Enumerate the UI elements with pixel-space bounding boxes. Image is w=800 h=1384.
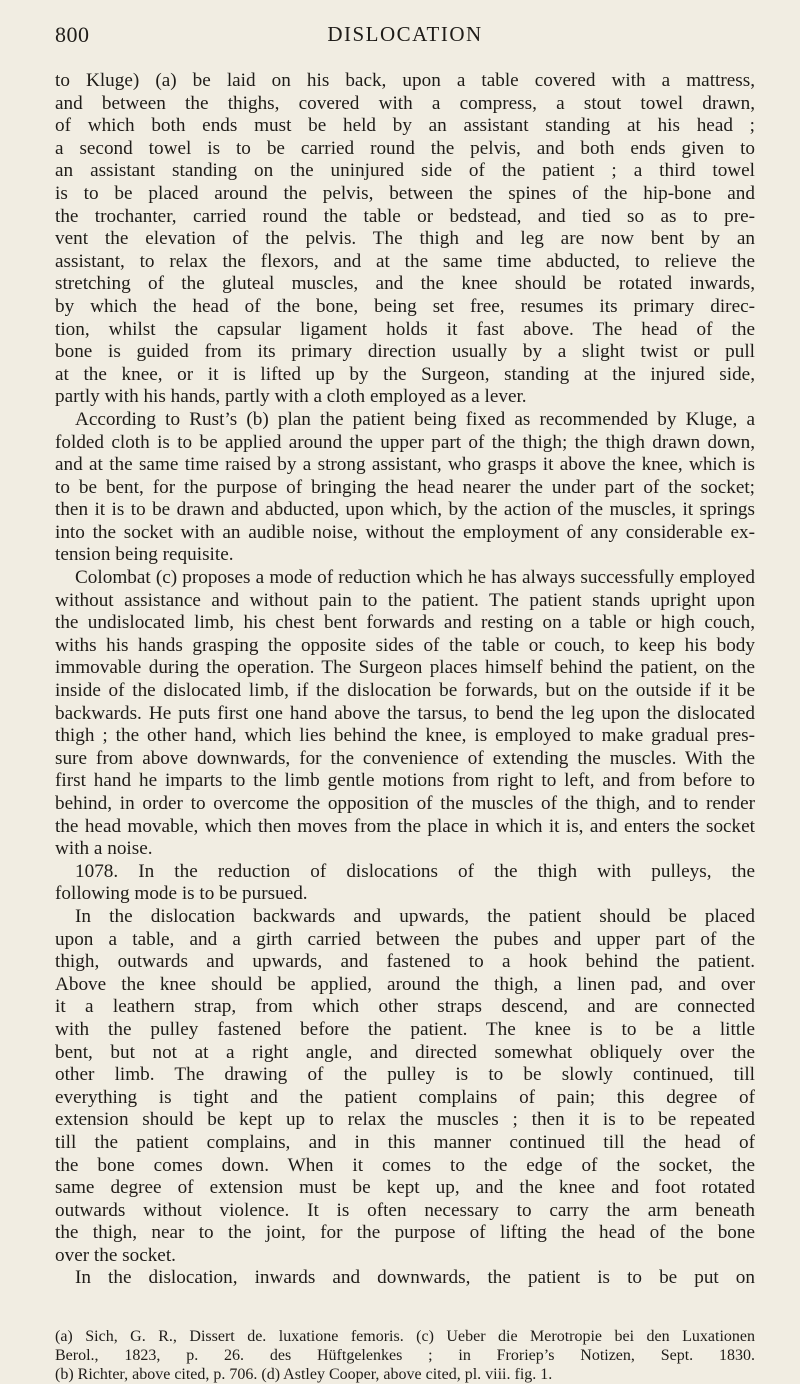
text-line: withs his hands grasping the opposite sides of the table or couch, to keep his body <box>55 634 755 656</box>
text-line: and at the same time raised by a strong assistant, who grasps it above the knee, which is <box>55 454 755 476</box>
text-line: at the knee, or it is lifted up by the Surgeon, standing at the injured side, <box>55 363 755 385</box>
text-line: upon a table, and a girth carried between the pubes and upper part of the <box>55 928 755 950</box>
text-line: into the socket with an audible noise, without the employment of any considerable ex- <box>55 521 755 543</box>
text-line: thigh ; the other hand, which lies behind the knee, is employed to make gradual pres- <box>55 725 755 747</box>
running-title: DISLOCATION <box>327 22 483 46</box>
text-line: outwards without violence. It is often necessary to carry the arm beneath <box>55 1199 755 1221</box>
text-line: other limb. The drawing of the pulley is to be slowly continued, till <box>55 1064 755 1086</box>
text-line: everything is tight and the patient complains of pain; this degree of <box>55 1086 755 1108</box>
text-line: In the dislocation backwards and upwards, the patient should be placed <box>75 905 755 927</box>
text-line: with a noise. <box>55 838 153 860</box>
text-line: following mode is to be pursued. <box>55 883 308 905</box>
text-line: without assistance and without pain to the patient. The patient stands upright upon <box>55 589 755 611</box>
text-line: According to Rust’s (b) plan the patient being fixed as recommended by Kluge, a <box>75 408 755 430</box>
text-line: a second towel is to be carried round the pelvis, and both ends given to <box>55 137 755 159</box>
text-line: 1078. In the reduction of dislocations of the thigh with pulleys, the <box>75 860 755 882</box>
text-line: and between the thighs, covered with a compress, a stout towel drawn, <box>55 92 755 114</box>
text-line: inside of the dislocated limb, if the dislocation be forwards, but on the outside if it be <box>55 680 755 702</box>
text-line: folded cloth is to be applied around the upper part of the thigh; the thigh drawn down, <box>55 431 755 453</box>
text-line: the undislocated limb, his chest bent forwards and resting on a table or high couch, <box>55 612 755 634</box>
text-line: bent, but not at a right angle, and directed somewhat obliquely over the <box>55 1041 755 1063</box>
footnote-line: Berol., 1823, p. 26. des Hüftgelenkes ; in Froriep’s Notizen, Sept. 1830. <box>55 1347 755 1364</box>
footnotes <box>55 1327 755 1384</box>
text-line: backwards. He puts first one hand above the tarsus, to bend the leg upon the dislocated <box>55 702 755 724</box>
text-line: over the socket. <box>55 1244 176 1266</box>
text-line: the head movable, which then moves from the place in which it is, and enters the socket <box>55 815 755 837</box>
text-line: extension should be kept up to relax the muscles ; then it is to be repeated <box>55 1109 755 1131</box>
text-line: tension being requisite. <box>55 544 234 566</box>
text-line: till the patient complains, and in this manner continued till the head of <box>55 1131 755 1153</box>
text-line: by which the head of the bone, being set free, resumes its primary direc- <box>55 295 755 317</box>
text-line: tion, whilst the capsular ligament holds it fast above. The head of the <box>55 318 755 340</box>
text-line: with the pulley fastened before the patient. The knee is to be a little <box>55 1018 755 1040</box>
text-line: first hand he imparts to the limb gentle motions from right to left, and from before to <box>55 770 755 792</box>
text-line: immovable during the operation. The Surgeon places himself behind the patient, on the <box>55 657 755 679</box>
page-number: 800 <box>55 22 90 47</box>
text-line: partly with his hands, partly with a cloth employed as a lever. <box>55 386 527 408</box>
text-line: an assistant standing on the uninjured side of the patient ; a third towel <box>55 160 755 182</box>
text-line: the trochanter, carried round the table or bedstead, and tied so as to pre- <box>55 205 755 227</box>
text-line: it a leathern strap, from which other straps descend, and are connected <box>55 996 755 1018</box>
footnote-line: (b) Richter, above cited, p. 706. (d) Astley Cooper, above cited, pl. viii. fig. 1. <box>55 1366 553 1383</box>
text-line: In the dislocation, inwards and downwards, the patient is to be put on <box>75 1267 755 1289</box>
text-line: is to be placed around the pelvis, between the spines of the hip-bone and <box>55 182 755 204</box>
text-line: sure from above downwards, for the convenience of extending the muscles. With the <box>55 747 755 769</box>
text-line: thigh, outwards and upwards, and fastened to a hook behind the patient. <box>55 951 755 973</box>
text-line: to Kluge) (a) be laid on his back, upon a table covered with a mattress, <box>55 70 755 91</box>
running-header <box>55 22 755 52</box>
text-line: of which both ends must be held by an assistant standing at his head ; <box>55 115 755 137</box>
text-line: Above the knee should be applied, around the thigh, a linen pad, and over <box>55 973 755 995</box>
text-line: vent the elevation of the pelvis. The thigh and leg are now bent by an <box>55 228 755 250</box>
text-line: assistant, to relax the flexors, and at the same time abducted, to relieve the <box>55 250 755 272</box>
text-line: stretching of the gluteal muscles, and the knee should be rotated inwards, <box>55 273 755 295</box>
text-line: bone is guided from its primary direction usually by a slight twist or pull <box>55 341 755 363</box>
text-line: then it is to be drawn and abducted, upon which, by the action of the muscles, it springs <box>55 499 755 521</box>
text-line: behind, in order to overcome the opposition of the muscles of the thigh, and to render <box>55 793 755 814</box>
text-line: to be bent, for the purpose of bringing the head nearer the under part of the socket; <box>55 476 755 498</box>
text-line: the thigh, near to the joint, for the purpose of lifting the head of the bone <box>55 1222 755 1244</box>
text-line: same degree of extension must be kept up, and the knee and foot rotated <box>55 1177 755 1199</box>
text-line: Colombat (c) proposes a mode of reduction which he has always successfully employed <box>75 567 755 589</box>
footnote-line: (a) Sich, G. R., Dissert de. luxatione femoris. (c) Ueber die Merotropie bei den Luxationen <box>55 1328 755 1345</box>
text-line: the bone comes down. When it comes to the edge of the socket, the <box>55 1154 755 1176</box>
body-text <box>55 70 755 1290</box>
